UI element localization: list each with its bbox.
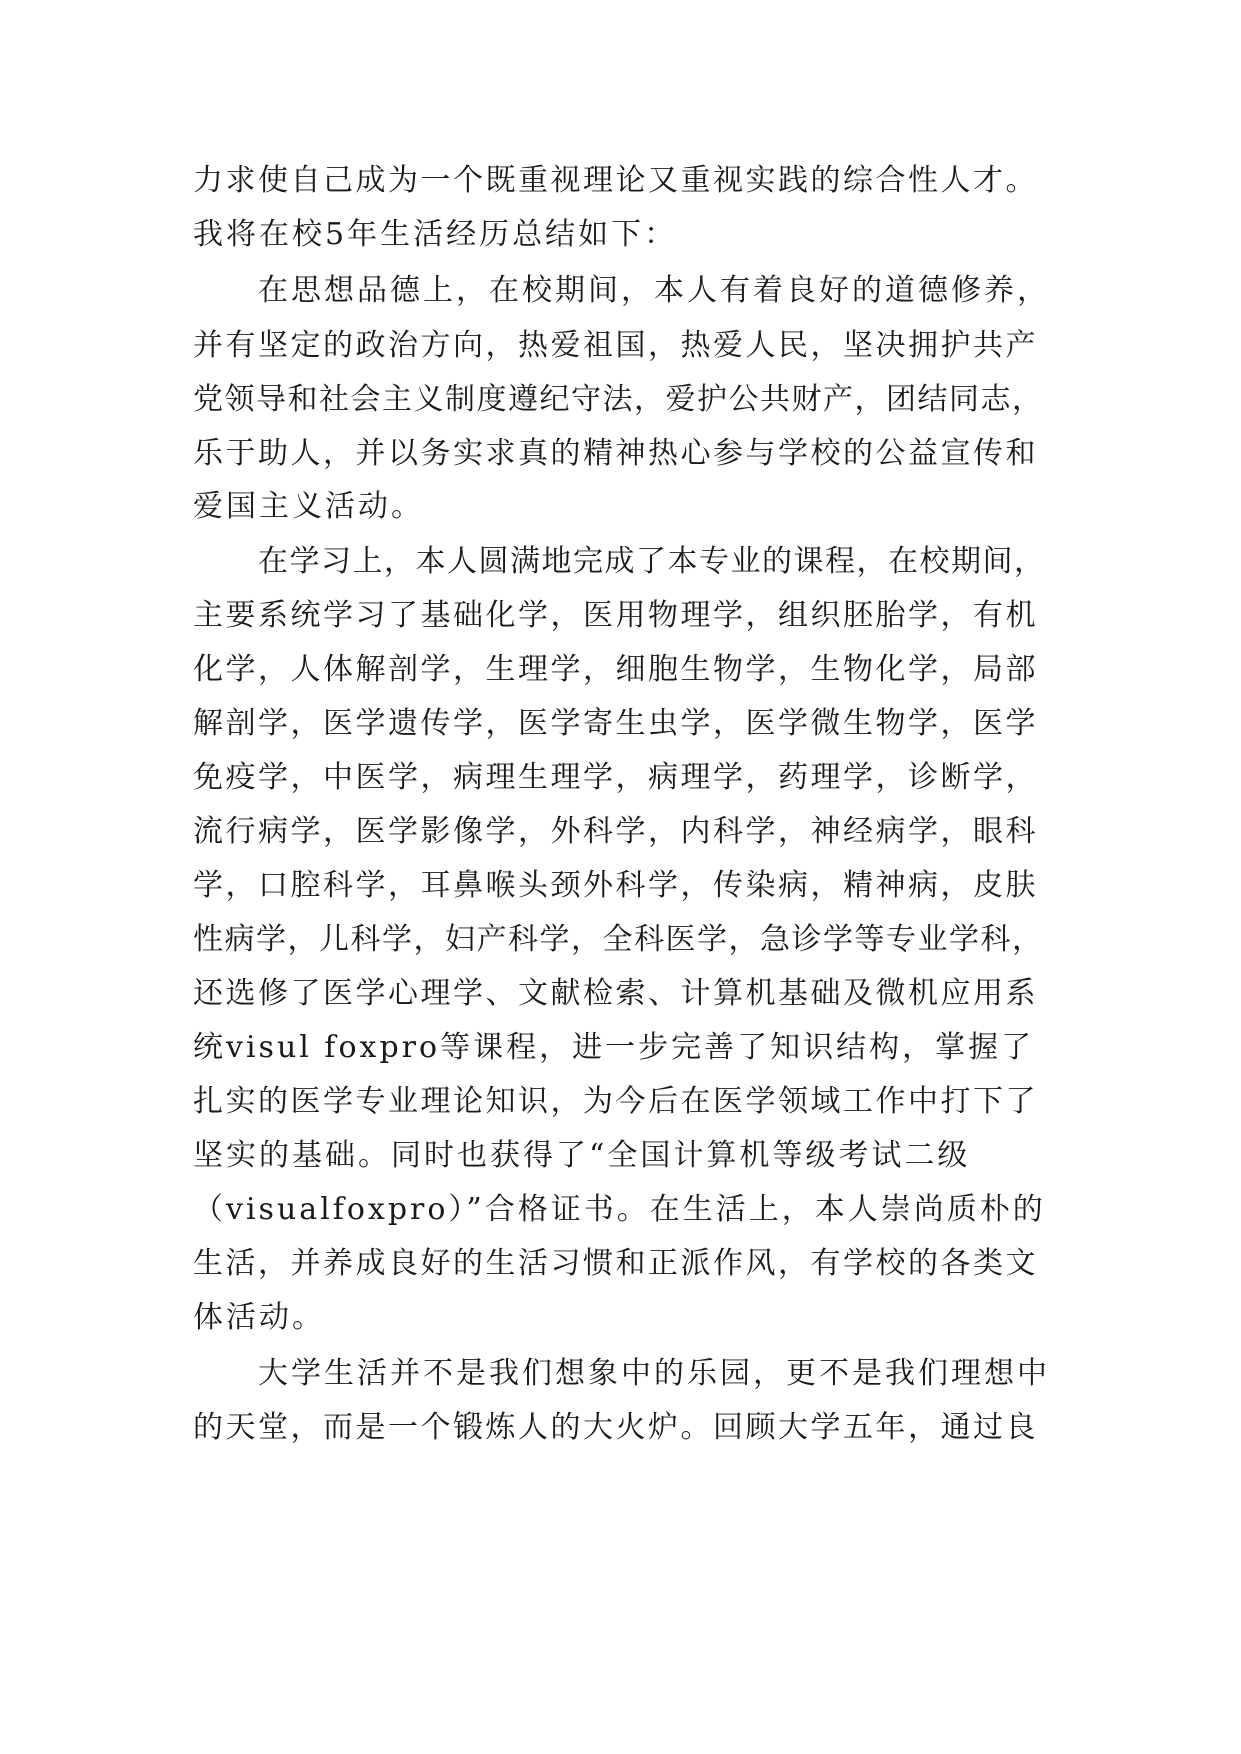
text-line-2: 我将在校5年生活经历总结如下： xyxy=(193,217,678,252)
text-line-1: 力求使自己成为一个既重视理论又重视实践的综合性人才。 xyxy=(193,163,1038,198)
text-line-22: 体活动。 xyxy=(193,1300,325,1335)
text-line-15: 性病学，儿科学，妇产科学，全科医学，急诊学等专业学科， xyxy=(193,922,1044,957)
text-line-4: 并有坚定的政治方向，热爱祖国，热爱人民，坚决拥护共产 xyxy=(193,328,1038,363)
text-line-19: 坚实的基础。同时也获得了“全国计算机等级考试二级 xyxy=(193,1138,971,1173)
text-line-20: （visualfoxpro）”合格证书。在生活上，本人崇尚质朴的 xyxy=(193,1192,1046,1227)
text-line-12: 免疫学，中医学，病理生理学，病理学，药理学，诊断学， xyxy=(193,760,1038,795)
text-line-17: 统visul foxpro等课程，进一步完善了知识结构，掌握了 xyxy=(193,1030,1035,1065)
text-line-7: 爱国主义活动。 xyxy=(193,489,424,524)
text-line-23: 大学生活并不是我们想象中的乐园，更不是我们理想中 xyxy=(258,1356,1050,1391)
text-line-14: 学，口腔科学，耳鼻喉头颈外科学，传染病，精神病，皮肤 xyxy=(193,868,1038,903)
text-line-21: 生活，并养成良好的生活习惯和正派作风，有学校的各类文 xyxy=(193,1246,1038,1281)
text-line-10: 化学，人体解剖学，生理学，细胞生物学，生物化学，局部 xyxy=(193,652,1038,687)
text-line-16: 还选修了医学心理学、文献检索、计算机基础及微机应用系 xyxy=(193,976,1038,1011)
text-line-18: 扎实的医学专业理论知识，为今后在医学领域工作中打下了 xyxy=(193,1084,1038,1119)
text-line-8: 在学习上，本人圆满地完成了本专业的课程，在校期间， xyxy=(258,544,1046,579)
text-line-11: 解剖学，医学遗传学，医学寄生虫学，医学微生物学，医学 xyxy=(193,706,1038,741)
text-line-6: 乐于助人，并以务实求真的精神热心参与学校的公益宣传和 xyxy=(193,436,1038,471)
text-line-3: 在思想品德上，在校期间，本人有着良好的道德修养， xyxy=(258,273,1050,308)
text-line-5: 党领导和社会主义制度遵纪守法，爱护公共财产，团结同志， xyxy=(193,382,1044,417)
text-line-24: 的天堂，而是一个锻炼人的大火炉。回顾大学五年，通过良 xyxy=(193,1410,1038,1445)
text-line-13: 流行病学，医学影像学，外科学，内科学，神经病学，眼科 xyxy=(193,814,1038,849)
text-line-9: 主要系统学习了基础化学，医用物理学，组织胚胎学，有机 xyxy=(193,598,1038,633)
